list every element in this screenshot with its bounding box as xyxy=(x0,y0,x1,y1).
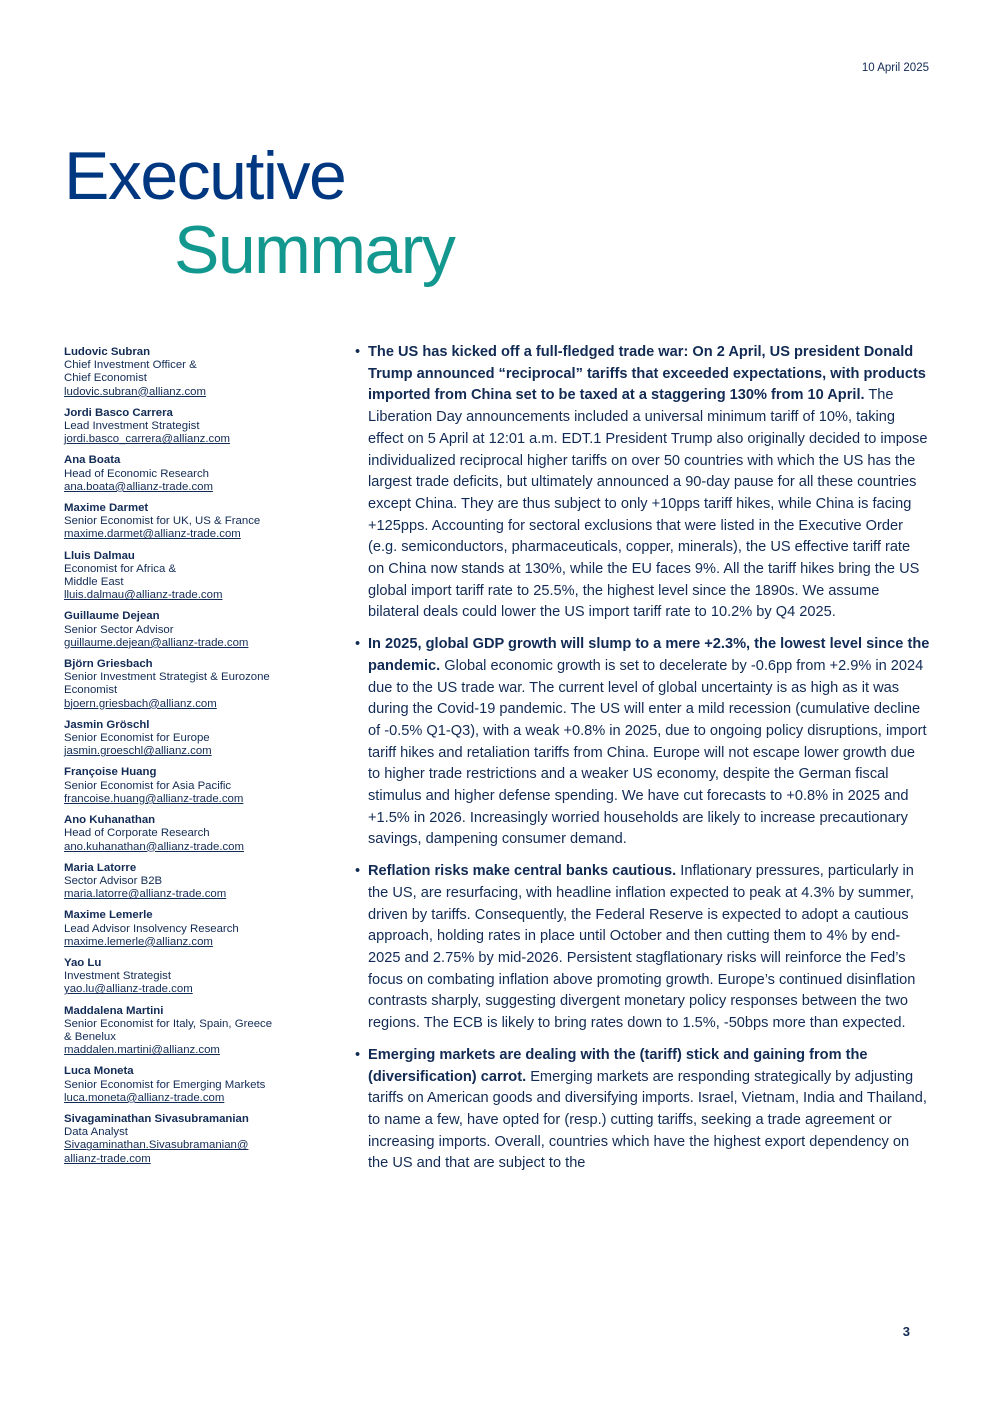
contact-role: Senior Sector Advisor xyxy=(64,623,174,636)
contact-name: Luca Moneta xyxy=(64,1065,134,1078)
contact-entry xyxy=(64,719,324,759)
contact-email-link[interactable]: ludovic.subran@allianz.com xyxy=(64,385,206,398)
contact-role: Economist for Africa & Middle East xyxy=(64,562,177,589)
summary-bullet xyxy=(355,342,930,624)
contact-name: Yao Lu xyxy=(64,956,102,969)
contact-role: Senior Economist for Italy, Spain, Greece & Benelux xyxy=(64,1017,273,1043)
contact-entry xyxy=(64,454,324,494)
contact-name: Lluis Dalmau xyxy=(64,549,135,562)
bullet-headline: Reflation risks make central banks cautious. xyxy=(368,863,677,880)
bullet-body-text: Global economic growth is set to decelerate by -0.6pp from +2.9% in 2024 due to the US trade war. The current level of global uncertainty is as high as it was during the Covid-19 pandemic. The US will enter a mild recession (cumulative decline of -0.5% Q1-Q3), with a weak +0.8% in 2025, due to ongoing policy disruptions, import tariff hikes and retaliation tariffs from China. Europe will not escape lower growth due to higher trade restrictions and a weaker US economy, despite the German fiscal stimulus and higher defense spending. We have cut forecasts to +0.8% in 2025 and +1.5% in 2026. Increasingly worried households are likely to increase precautionary savings, dampening consumer demand. xyxy=(368,657,927,848)
contact-name: Ludovic Subran xyxy=(64,346,151,358)
page-number: 3 xyxy=(902,1324,910,1339)
contact-entry xyxy=(64,766,324,806)
contact-name: Ana Boata xyxy=(64,454,121,467)
contact-role: Senior Economist for Emerging Markets xyxy=(64,1078,266,1091)
page-title-line1: Executive xyxy=(64,138,346,214)
contact-email-link[interactable]: yao.lu@allianz-trade.com xyxy=(64,983,193,996)
contact-email-link[interactable]: maxime.lemerle@allianz.com xyxy=(64,935,213,948)
contact-entry xyxy=(64,407,324,447)
bullet-dot-icon: • xyxy=(355,1046,361,1063)
contact-role: Investment Strategist xyxy=(64,970,171,983)
contact-entry xyxy=(64,1005,324,1058)
contact-email-link[interactable]: bjoern.griesbach@allianz.com xyxy=(64,697,217,710)
contact-entry xyxy=(64,1065,324,1105)
contact-name: Maria Latorre xyxy=(64,861,137,874)
summary-bullet-list xyxy=(355,342,930,1185)
contact-list xyxy=(64,346,324,1174)
contact-entry xyxy=(64,1113,324,1166)
summary-bullet xyxy=(355,861,930,1035)
contact-role: Senior Investment Strategist & Eurozone Economist xyxy=(64,671,270,697)
contact-role: Head of Economic Research xyxy=(64,467,209,480)
contact-name: Guillaume Dejean xyxy=(64,610,160,623)
contact-email-link[interactable]: maddalen.martini@allianz.com xyxy=(64,1044,220,1057)
contact-email-link[interactable]: maria.latorre@allianz-trade.com xyxy=(64,888,227,901)
contact-name: Björn Griesbach xyxy=(64,658,153,671)
contact-entry xyxy=(64,550,324,603)
contact-entry xyxy=(64,658,324,711)
bullet-dot-icon: • xyxy=(355,863,361,880)
contact-email-link[interactable]: guillaume.dejean@allianz-trade.com xyxy=(64,636,249,649)
contact-role: Chief Investment Officer & Chief Economist xyxy=(64,359,197,385)
bullet-dot-icon: • xyxy=(355,344,361,360)
bullet-dot-icon: • xyxy=(355,636,361,653)
contact-name: Maddalena Martini xyxy=(64,1004,164,1017)
contact-role: Head of Corporate Research xyxy=(64,827,210,840)
contact-email-link[interactable]: ano.kuhanathan@allianz-trade.com xyxy=(64,840,245,853)
contact-entry xyxy=(64,957,324,997)
contact-name: Maxime Darmet xyxy=(64,502,149,515)
bullet-body-text: Emerging markets are responding strategically by adjusting tariffs on American goods and diversifying imports. Israel, Vietnam, India and Thailand, to name a few, have opted for (resp.) cutting tariffs, seeking a trade agreement or increasing imports. Overall, countries which have the highest export dependency on the US and that are subject to the xyxy=(368,1068,927,1172)
contact-name: Maxime Lemerle xyxy=(64,909,153,922)
contact-email-link[interactable]: lluis.dalmau@allianz-trade.com xyxy=(64,589,223,602)
contact-email-link[interactable]: maxime.darmet@allianz-trade.com xyxy=(64,528,241,541)
bullet-headline: In 2025, global GDP growth will slump to a mere +2.3%, the lowest level since the pandemic. xyxy=(368,636,930,674)
contact-name: Sivagaminathan Sivasubramanian xyxy=(64,1112,249,1125)
contact-email-link[interactable]: luca.moneta@allianz-trade.com xyxy=(64,1091,225,1104)
contact-email-link[interactable]: francoise.huang@allianz-trade.com xyxy=(64,792,244,805)
contact-email-link[interactable]: Sivagaminathan.Sivasubramanian@ allianz-trade.com xyxy=(64,1139,249,1165)
bullet-body-text: Inflationary pressures, particularly in the US, are resurfacing, with headline inflation expected to peak at 4.3% by summer, driven by tariffs. Consequently, the Federal Reserve is expected to adopt a cautious approach, holding rates in place until October and then cutting them to 4% by end-2025 and 2.75% by mid-2026. Persistent stagflationary risks will reinforce the Fed’s focus on combating inflation above promoting growth. Europe’s continued disinflation contrasts sharply, suggesting divergent monetary policy responses between the two regions. The ECB is likely to bring rates down to 1.5%, -50bps more than expected. xyxy=(368,863,916,1032)
page-title-line2: Summary xyxy=(174,212,455,288)
contact-name: Françoise Huang xyxy=(64,766,157,779)
contact-role: Sector Advisor B2B xyxy=(64,874,163,887)
contact-entry xyxy=(64,909,324,949)
bullet-body-text: The Liberation Day announcements included a universal minimum tariff of 10%, taking effect on 5 April at 12:01 a.m. EDT.1 President Trump also originally decided to impose individualized reciprocal higher tariffs on over 50 countries with which the US has the largest trade deficits, but ultimately announced a 90-day pause for all these countries except China. They are thus subject to only +10pps tariff hikes, while China is facing +125pps. Accounting for sectoral exclusions that were listed in the Executive Order (e.g. semiconductors, pharmaceuticals, copper, minerals), the US effective tariff rate on China now stands at 130%, while the EU faces 9%. All the tariff hikes bring the US global import tariff rate to 25.5%, the highest level since the 1890s. We assume bilateral deals could lower the US import tariff rate to 10.2% by Q4 2025. xyxy=(368,387,928,621)
summary-bullet xyxy=(355,1045,930,1175)
contact-entry xyxy=(64,610,324,650)
contact-role: Senior Economist for Europe xyxy=(64,732,210,745)
contact-name: Jordi Basco Carrera xyxy=(64,406,173,419)
summary-bullet xyxy=(355,634,930,851)
contact-entry xyxy=(64,862,324,902)
contact-email-link[interactable]: ana.boata@allianz-trade.com xyxy=(64,480,213,493)
contact-entry xyxy=(64,502,324,542)
contact-role: Data Analyst xyxy=(64,1126,128,1139)
bullet-headline: Emerging markets are dealing with the (tariff) stick and gaining from the (diversification) carrot. xyxy=(368,1046,868,1085)
contact-role: Senior Economist for Asia Pacific xyxy=(64,779,232,792)
contact-role: Lead Advisor Insolvency Research xyxy=(64,922,239,935)
contact-name: Ano Kuhanathan xyxy=(64,814,156,827)
contact-role: Senior Economist for UK, US & France xyxy=(64,515,261,528)
contact-role: Lead Investment Strategist xyxy=(64,420,200,433)
contact-entry xyxy=(64,814,324,854)
contact-name: Jasmin Gröschl xyxy=(64,718,150,731)
report-date: 10 April 2025 xyxy=(861,62,929,74)
bullet-headline: The US has kicked off a full-fledged trade war: On 2 April, US president Donald Trump announced “reciprocal” tariffs that exceeded expectations, with products imported from China set to be taxed at a staggering 130% from 10 April. xyxy=(368,344,926,404)
contact-email-link[interactable]: jordi.basco_carrera@allianz.com xyxy=(64,433,231,446)
contact-email-link[interactable]: jasmin.groeschl@allianz.com xyxy=(64,745,212,758)
contact-entry xyxy=(64,346,324,399)
